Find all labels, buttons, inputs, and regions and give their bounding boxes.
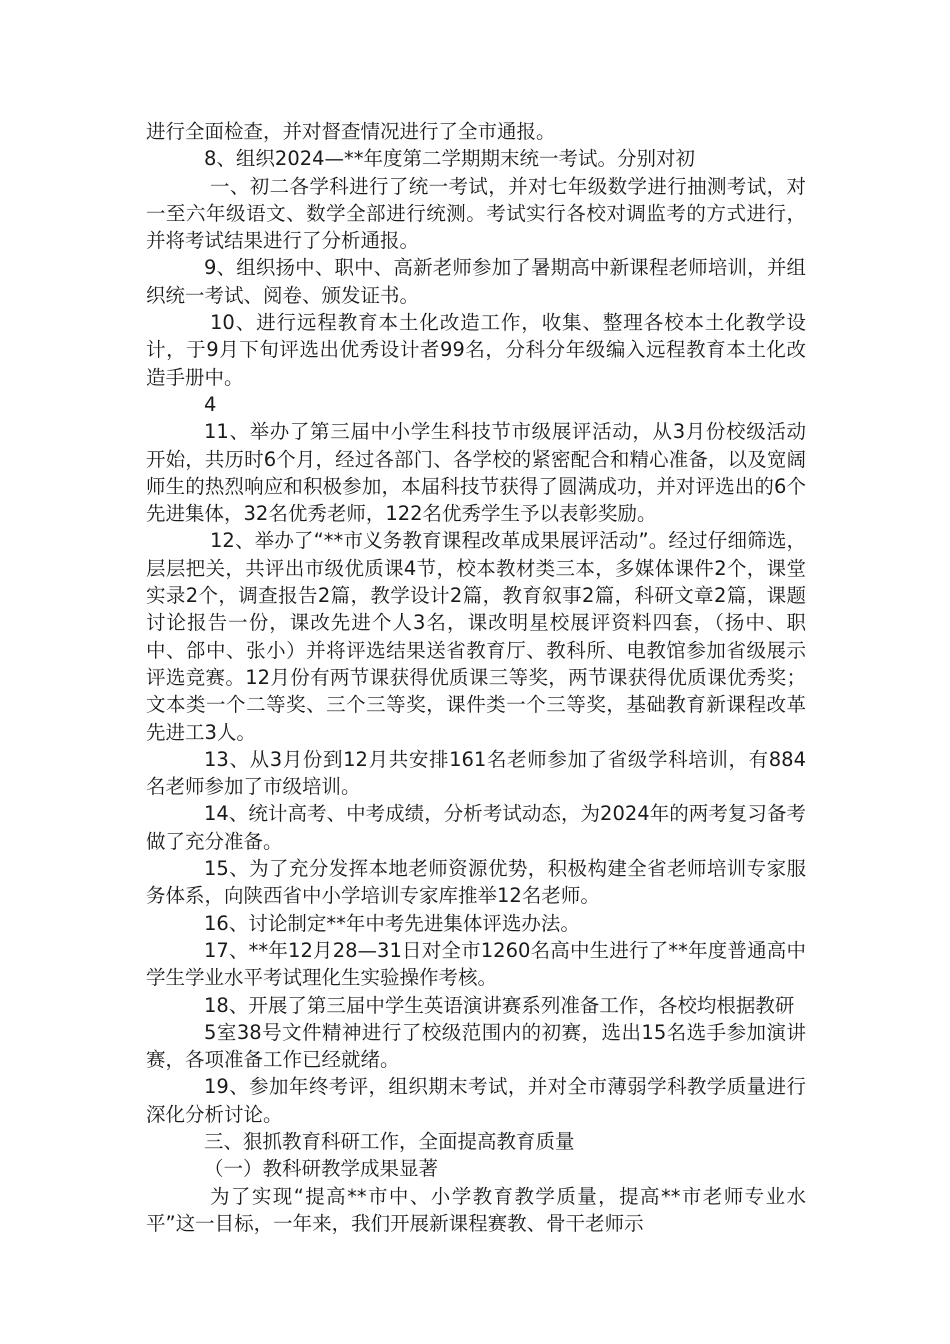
paragraph-1: 进行全面检查，并对督查情况进行了全市通报。 [146,120,556,143]
paragraph-13: 18、开展了第三届中学生英语演讲赛系列准备工作，各校均根据教研 [204,993,795,1017]
paragraph-10: 15、为了充分发挥本地老师资源优势，积极构建全省老师培训专家服务体系，向陕西省中小学培训专家库推举12名老师。 [146,857,806,908]
section-heading: 三、狠抓教育科研工作，全面提高教育质量 [204,1129,575,1153]
paragraph-2: 8、组织2024—**年度第二学期期末统一考试。分别对初 [204,147,696,171]
paragraph-14: 5室38号文件精神进行了校级范围内的初赛，选出15名选手参加演讲赛，各项准备工作已经就绪。 [146,1020,806,1072]
paragraph-5: 10、进行远程教育本土化改造工作，收集、整理各校本土化教学设计，于9月下旬评选出优秀设计者99名，分科分年级编入远程教育本土化改造手册中。 [146,311,806,389]
paragraph-11: 16、讨论制定**年中考先进集体评选办法。 [204,911,580,935]
subsection-heading: （一）教科研教学成果显著 [204,1157,439,1181]
paragraph-12: 17、**年12月28—31日对全市1260名高中生进行了**年度普通高中学生学业水平考试理化生实验操作考核。 [146,938,806,990]
paragraph-9: 14、统计高考、中考成绩，分析考试动态，为2024年的两考复习备考做了充分准备。 [146,802,806,853]
paragraph-15: 19、参加年终考评，组织期末考试，并对全市薄弱学科教学质量进行深化分析讨论。 [146,1075,806,1126]
paragraph-6: 11、举办了第三届中小学生科技节市级展评活动，从3月份校级活动开始，共历时6个月，经过各部门、各学校的紧密配合和精心准备，以及宽阔师生的热烈响应和积极参加，本届科技节获得了圆满成功，并对评选出的6个先进集体，32名优秀老师，122名优秀学生予以表彰奖励。 [146,420,806,526]
paragraph-8: 13、从3月份到12月共安排161名老师参加了省级学科培训，有884名老师参加了市级培训。 [146,747,806,799]
paragraph-7: 12、举办了“**市义务教育课程改革成果展评活动”。经过仔细筛选，层层把关，共评出市级优质课4节，校本教材类三本，多媒体课件2个，课堂实录2个，调查报告2篇，教学设计2篇，教育叙事2篇，科研文章2篇，课题讨论报告一份，课改先进个人3名，课改明星校展评资料四套，（扬中、职中、郃中、张小）并将评选结果送省教育厅、教科所、电教馆参加省级展示评选竞赛。12月份有两节课获得优质课三等奖，两节课获得优质课优秀奖；文本类一个二等奖、三个三等奖，课件类一个三等奖，基础教育新课程改革先进工3人。 [146,529,806,744]
page-number-marker: 4 [204,392,217,416]
document-page [146,118,806,1237]
paragraph-3: 一、初二各学科进行了统一考试，并对七年级数学进行抽测考试，对一至六年级语文、数学全部进行统测。考试实行各校对调监考的方式进行，并将考试结果进行了分析通报。 [146,174,806,253]
paragraph-4: 9、组织扬中、职中、高新老师参加了暑期高中新课程老师培训，并组织统一考试、阅卷、颁发证书。 [146,256,806,307]
paragraph-16: 为了实现“提高**市中、小学教育教学质量，提高**市老师专业水平”这一目标，一年来，我们开展新课程赛教、骨干老师示 [146,1184,806,1235]
